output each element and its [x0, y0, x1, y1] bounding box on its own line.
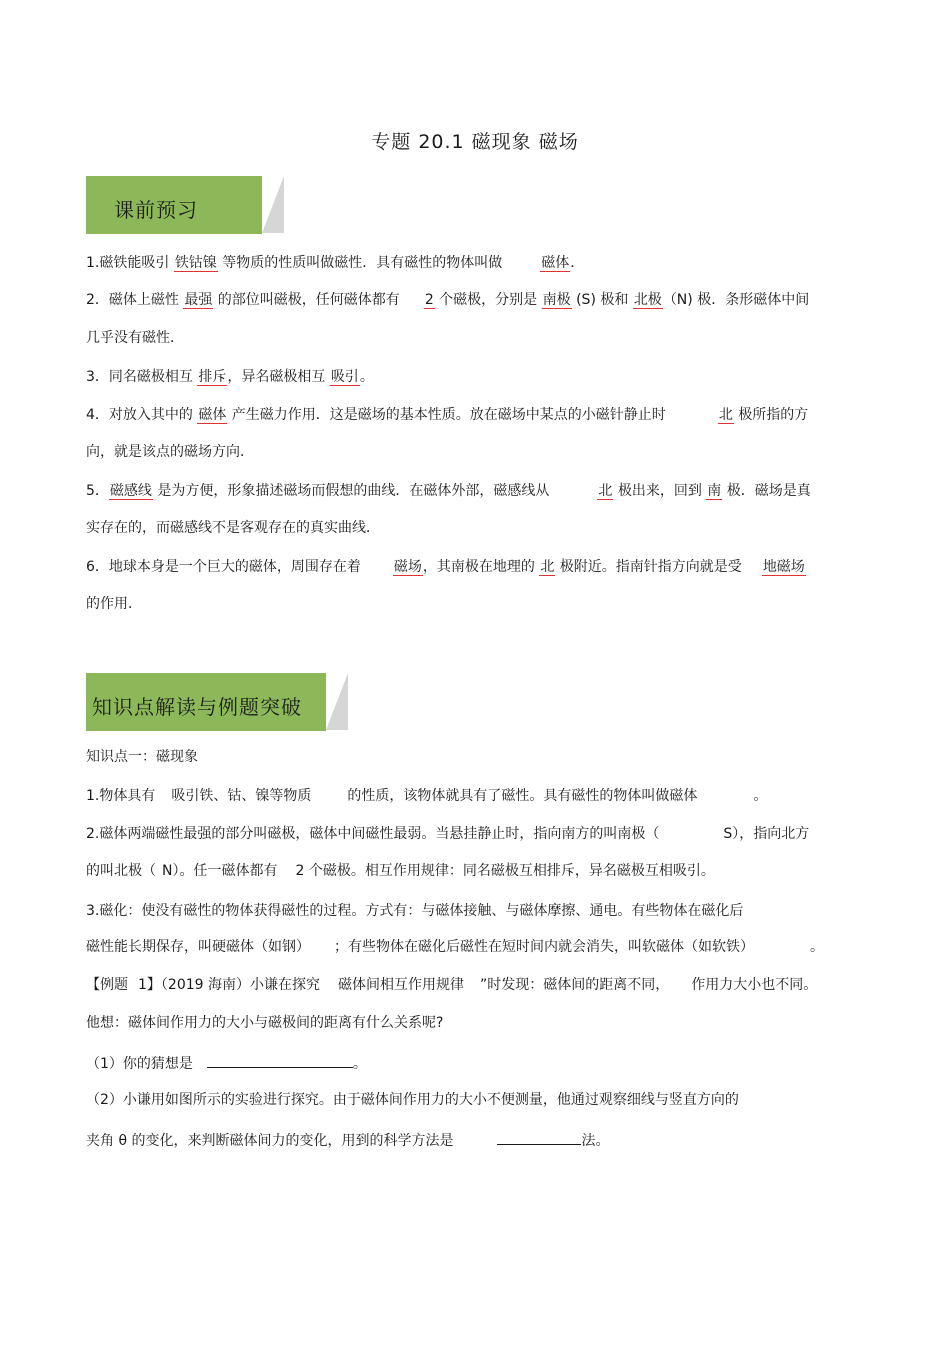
knowledge-title: 知识点一：磁现象 [86, 749, 198, 765]
section-banner-knowledge [86, 673, 348, 733]
answer: 北 [598, 483, 613, 499]
example-sub1: （1）你的猜想是 。 [86, 1053, 367, 1073]
preview-q6b: 的作用． [86, 596, 142, 612]
section-banner-preview [86, 176, 286, 236]
answer: 南 [707, 483, 722, 499]
preview-q4b: 向，就是该点的磁场方向． [86, 444, 254, 460]
preview-q6a: 6．地球本身是一个巨大的磁体，周围存在着 磁场，其南极在地理的 北 极附近。指南针指方向就是受 地磁场 [86, 559, 805, 575]
answer: 最强 [184, 292, 213, 308]
answer: 磁场 [393, 559, 422, 575]
example-question: 他想：磁体间作用力的大小与磁极间的距离有什么关系呢? [86, 1015, 444, 1031]
answer: 吸引 [330, 369, 359, 385]
page-title: 专题 20.1 磁现象 磁场 [371, 131, 579, 153]
preview-q3: 3．同名磁极相互 排斥，异名磁极相互 吸引。 [86, 369, 374, 385]
answer: 2 [424, 292, 434, 308]
section-heading: 知识点解读与例题突破 [92, 695, 302, 719]
answer: 地磁场 [762, 559, 805, 575]
answer: 南极 [542, 292, 571, 308]
preview-q1: 1.磁铁能吸引 铁钴镍 等物质的性质叫做磁性．具有磁性的物体叫做 磁体． [86, 255, 585, 271]
preview-q2a: 2．磁体上磁性 最强 的部位叫磁极，任何磁体都有 2 个磁极，分别是 南极 (S) 极和 北极（N) 极．条形磁体中间 [86, 292, 810, 308]
answer-blank [207, 1053, 353, 1068]
example-1: 【例题 1】（2019 海南）小谦在探究 磁体间相互作用规律 ”时发现：磁体间的距离不同， 作用力大小也不同。 [86, 977, 818, 993]
answer: 磁感线 [109, 483, 152, 499]
section-heading: 课前预习 [114, 198, 198, 222]
knowledge-k3b: 磁性能长期保存，叫硬磁体（如钢） ；有些物体在磁化后磁性在短时间内就会消失，叫软磁体（如软铁） 。 [86, 939, 824, 955]
example-sub2-cont: 夹角 θ 的变化，来判断磁体间力的变化，用到的科学方法是 法。 [86, 1130, 609, 1150]
example-sub2: （2）小谦用如图所示的实验进行探究。由于磁体间作用力的大小不便测量，他通过观察细线与竖直方向的 [86, 1092, 739, 1108]
preview-q5b: 实存在的，而磁感线不是客观存在的真实曲线． [86, 520, 380, 536]
preview-q4a: 4．对放入其中的 磁体 产生磁力作用．这是磁场的基本性质。放在磁场中某点的小磁针静止时 北 极所指的方 [86, 407, 809, 423]
knowledge-k2b: 的叫北极（ N）。任一磁体都有 2 个磁极。相互作用规律：同名磁极互相排斥，异名磁极互相吸引。 [86, 863, 715, 879]
answer: 北 [540, 559, 555, 575]
answer-blank [497, 1130, 581, 1145]
answer: 北极 [633, 292, 662, 308]
preview-q5a: 5．磁感线 是为方便，形象描述磁场而假想的曲线．在磁体外部，磁感线从 北 极出来，回到 南 极．磁场是真 [86, 483, 811, 499]
answer: 北 [718, 407, 733, 423]
answer: 铁钴镍 [174, 255, 217, 271]
knowledge-k3a: 3.磁化：使没有磁性的物体获得磁性的过程。方式有：与磁体接触、与磁体摩擦、通电。有些物体在磁化后 [86, 903, 744, 919]
answer: 磁体 [541, 255, 570, 271]
knowledge-k2a: 2.磁体两端磁性最强的部分叫磁极，磁体中间磁性最弱。当悬挂静止时，指向南方的叫南极（ S），指向北方 [86, 826, 810, 842]
answer: 磁体 [198, 407, 227, 423]
knowledge-k1: 1.物体具有 吸引铁、钴、镍等物质 的性质，该物体就具有了磁性。具有磁性的物体叫做磁体 。 [86, 788, 768, 804]
answer: 排斥 [198, 369, 227, 385]
preview-q2b: 几乎没有磁性． [86, 330, 184, 346]
